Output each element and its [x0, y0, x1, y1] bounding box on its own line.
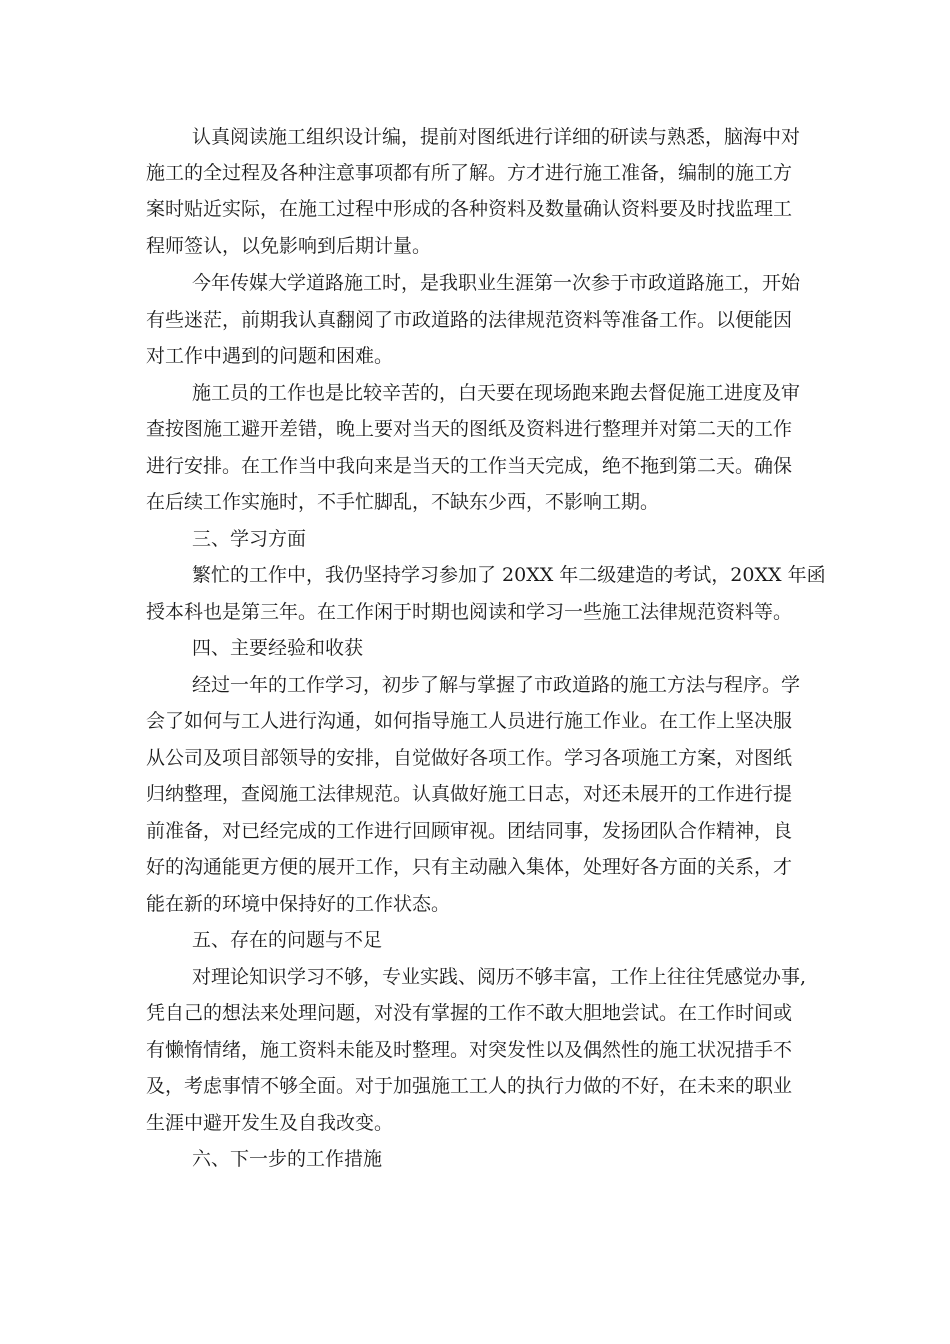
body-text-line: 前准备，对已经完成的工作进行回顾审视。团结同事，发扬团队合作精神，良	[146, 820, 793, 842]
section-heading: 四、主要经验和收获	[192, 637, 364, 659]
body-text-line: 案时贴近实际，在施工过程中形成的各种资料及数量确认资料要及时找监理工	[146, 198, 793, 220]
body-text-line: 在后续工作实施时，不手忙脚乱，不缺东少西，不影响工期。	[146, 491, 660, 513]
body-text-line: 经过一年的工作学习，初步了解与掌握了市政道路的施工方法与程序。学	[192, 674, 801, 696]
body-text-line: 施工员的工作也是比较辛苦的，白天要在现场跑来跑去督促施工进度及审	[192, 382, 801, 404]
body-text-line: 繁忙的工作中，我仍坚持学习参加了 20XX 年二级建造的考试，20XX 年函	[192, 564, 826, 586]
body-text-line: 好的沟通能更方便的展开工作，只有主动融入集体，处理好各方面的关系，才	[146, 856, 793, 878]
body-text-line: 及，考虑事情不够全面。对于加强施工工人的执行力做的不好，在未来的职业	[146, 1075, 793, 1097]
section-heading: 六、下一步的工作措施	[192, 1148, 383, 1170]
body-text-line: 会了如何与工人进行沟通，如何指导施工人员进行施工作业。在工作上坚决服	[146, 710, 793, 732]
body-text-line: 归纳整理，查阅施工法律规范。认真做好施工日志，对还未展开的工作进行提	[146, 783, 793, 805]
body-text-line: 认真阅读施工组织设计编，提前对图纸进行详细的研读与熟悉，脑海中对	[192, 126, 801, 148]
body-text-line: 对理论知识学习不够，专业实践、阅历不够丰富，工作上往往凭感觉办事,	[192, 966, 807, 988]
body-text-line: 进行安排。在工作当中我向来是当天的工作当天完成，绝不拖到第二天。确保	[146, 455, 793, 477]
body-text-line: 今年传媒大学道路施工时，是我职业生涯第一次参于市政道路施工，开始	[192, 272, 801, 294]
body-text-line: 有懒惰情绪，施工资料未能及时整理。对突发性以及偶然性的施工状况措手不	[146, 1039, 793, 1061]
section-heading: 五、存在的问题与不足	[192, 929, 383, 951]
body-text-line: 有些迷茫，前期我认真翻阅了市政道路的法律规范资料等准备工作。以便能因	[146, 309, 793, 331]
body-text-line: 生涯中避开发生及自我改变。	[146, 1112, 394, 1134]
body-text-line: 能在新的环境中保持好的工作状态。	[146, 893, 451, 915]
body-text-line: 施工的全过程及各种注意事项都有所了解。方才进行施工准备，编制的施工方	[146, 162, 793, 184]
body-text-line: 凭自己的想法来处理问题，对没有掌握的工作不敢大胆地尝试。在工作时间或	[146, 1002, 793, 1024]
section-heading: 三、学习方面	[192, 528, 307, 550]
body-text-line: 查按图施工避开差错，晚上要对当天的图纸及资料进行整理并对第二天的工作	[146, 418, 793, 440]
body-text-line: 程师签认，以免影响到后期计量。	[146, 235, 432, 257]
body-text-line: 授本科也是第三年。在工作闲于时期也阅读和学习一些施工法律规范资料等。	[146, 601, 793, 623]
body-text-line: 对工作中遇到的问题和困难。	[146, 345, 394, 367]
body-text-line: 从公司及项目部领导的安排，自觉做好各项工作。学习各项施工方案，对图纸	[146, 747, 793, 769]
